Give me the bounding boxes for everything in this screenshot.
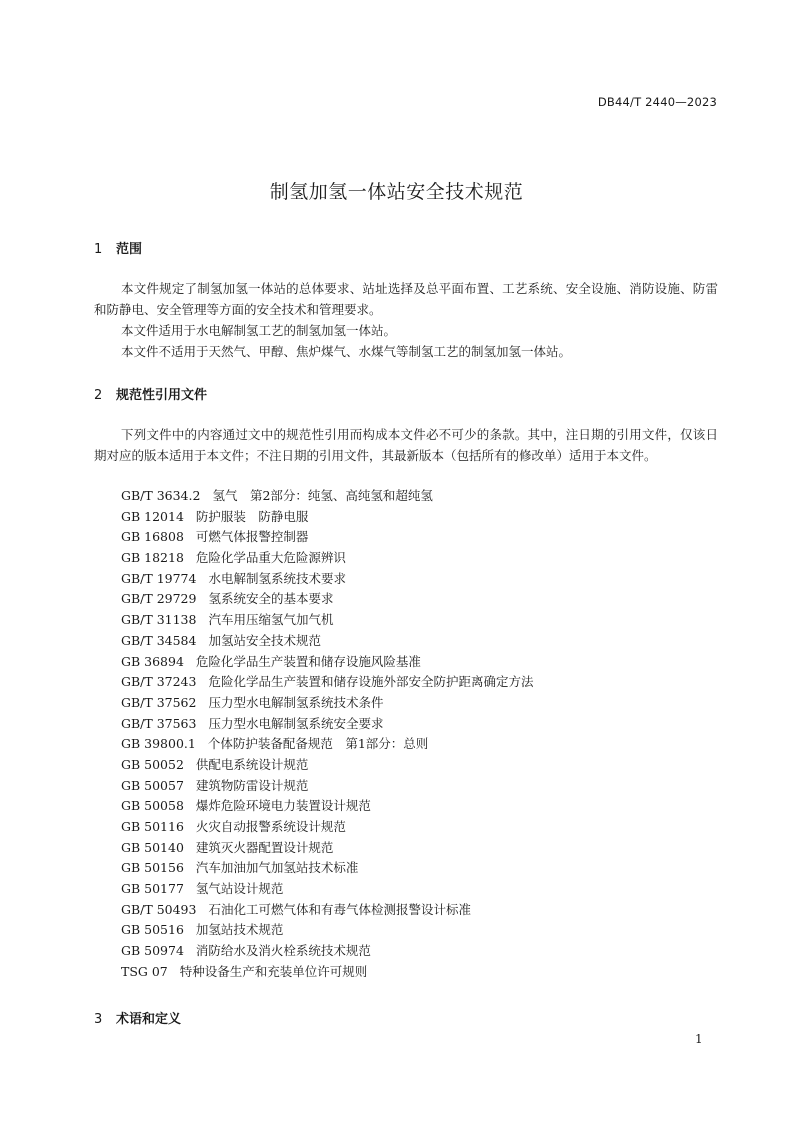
ref-title: 压力型水电解制氢系统安全要求 [208, 715, 384, 731]
ref-title: 爆炸危险环境电力装置设计规范 [195, 798, 371, 814]
list-item [121, 796, 533, 817]
section-number: 1 [94, 242, 103, 257]
ref-title: 加氢站安全技术规范 [208, 632, 321, 648]
standard-code: DB44/T 2440—2023 [597, 95, 717, 109]
ref-code: GB/T 37243 [121, 674, 197, 690]
ref-code: GB 18218 [121, 550, 184, 566]
ref-code: GB 36894 [121, 653, 184, 669]
list-item [121, 920, 533, 941]
list-item [121, 714, 533, 735]
section-title: 规范性引用文件 [116, 388, 208, 403]
list-item [121, 776, 533, 797]
ref-title: 汽车加油加气加氢站技术标准 [195, 860, 359, 876]
list-item [121, 900, 533, 921]
ref-code: GB 50052 [121, 756, 184, 772]
ref-title: 危险化学品重大危险源辨识 [195, 550, 346, 566]
ref-code: GB 50116 [121, 819, 184, 834]
list-item [121, 548, 533, 569]
document-title: 制氢加氢一体站安全技术规范 [269, 180, 524, 203]
ref-title: 危险化学品生产装置和储存设施外部安全防护距离确定方法 [208, 674, 534, 690]
ref-code: GB/T 19774 [121, 570, 197, 586]
ref-code: GB/T 34584 [121, 632, 197, 648]
ref-code: TSG 07 [121, 963, 168, 979]
list-item [121, 838, 533, 859]
ref-code: GB/T 29729 [121, 591, 197, 607]
page-number: 1 [695, 1032, 703, 1046]
ref-title: 加氢站技术规范 [195, 922, 284, 938]
list-item [121, 962, 533, 983]
list-item [121, 652, 533, 673]
ref-code: GB 50058 [121, 798, 184, 814]
ref-code: GB 50057 [121, 777, 184, 793]
section-heading-normative-refs [94, 384, 207, 403]
ref-code: GB 50156 [121, 860, 184, 876]
ref-code: GB 50140 [121, 839, 184, 855]
ref-title: 建筑物防雷设计规范 [195, 777, 309, 793]
ref-title: 建筑灭火器配置设计规范 [195, 839, 334, 855]
ref-title: 水电解制氢系统技术要求 [208, 570, 346, 586]
scope-paragraph-2: 本文件适用于水电解制氢工艺的制氢加氢一体站。 [121, 323, 397, 338]
ref-code: GB 50974 [121, 943, 184, 959]
ref-code: GB/T 3634.2 [121, 488, 201, 503]
ref-title: 危险化学品生产装置和储存设施风险基准 [195, 653, 421, 669]
list-item [121, 507, 533, 528]
ref-title: 火灾自动报警系统设计规范 [195, 819, 346, 834]
ref-code: GB/T 37563 [121, 715, 197, 731]
section-title: 术语和定义 [116, 1012, 182, 1027]
list-item [121, 941, 533, 962]
list-item [121, 693, 533, 714]
ref-title: 压力型水电解制氢系统技术条件 [208, 694, 384, 710]
ref-title: 可燃气体报警控制器 [195, 529, 309, 545]
ref-title: 石油化工可燃气体和有毒气体检测报警设计标准 [208, 901, 471, 917]
scope-paragraph-3: 本文件不适用于天然气、甲醇、焦炉煤气、水煤气等制氢工艺的制氢加氢一体站。 [121, 344, 572, 359]
ref-code: GB/T 31138 [121, 612, 197, 628]
ref-code: GB/T 37562 [121, 694, 197, 710]
ref-code: GB 50516 [121, 922, 184, 938]
section-number: 3 [94, 1012, 103, 1027]
ref-code: GB 16808 [121, 529, 184, 545]
reference-list [121, 486, 533, 983]
refs-intro-paragraph: 下列文件中的内容通过文中的规范性引用而构成本文件必不可少的条款。其中，注日期的引用文件，仅该日期对应的版本适用于本文件；不注日期的引用文件，其最新版本（包括所有的修改单）适用于本文件。 [94, 427, 718, 463]
section-heading-terms [94, 1008, 181, 1027]
list-item [121, 817, 533, 838]
ref-title: 氢系统安全的基本要求 [208, 591, 334, 607]
ref-title: 供配电系统设计规范 [195, 756, 309, 772]
ref-code: GB/T 50493 [121, 901, 197, 917]
ref-title: 特种设备生产和充装单位许可规则 [179, 963, 368, 979]
section-number: 2 [94, 388, 103, 403]
list-item [121, 527, 533, 548]
list-item [121, 589, 533, 610]
list-item [121, 734, 533, 755]
ref-title: 消防给水及消火栓系统技术规范 [195, 943, 371, 959]
ref-title: 氢气 第2部分：纯氢、高纯氢和超纯氢 [212, 488, 433, 503]
ref-title: 汽车用压缩氢气加气机 [208, 612, 334, 628]
ref-code: GB 12014 [121, 508, 184, 524]
ref-title: 个体防护装备配备规范 第1部分：总则 [207, 736, 429, 752]
list-item [121, 672, 533, 693]
list-item [121, 879, 533, 900]
list-item [121, 569, 533, 590]
list-item [121, 755, 533, 776]
section-heading-scope [94, 238, 142, 257]
ref-code: GB 50177 [121, 881, 184, 897]
list-item [121, 858, 533, 879]
ref-code: GB 39800.1 [121, 736, 196, 752]
list-item [121, 610, 533, 631]
ref-title: 氢气站设计规范 [195, 881, 284, 897]
scope-paragraph-1: 本文件规定了制氢加氢一体站的总体要求、站址选择及总平面布置、工艺系统、安全设施、消防设施、防雷和防静电、安全管理等方面的安全技术和管理要求。 [94, 281, 718, 317]
ref-title: 防护服装 防静电服 [195, 508, 309, 524]
section-title: 范围 [116, 242, 143, 257]
list-item [121, 486, 533, 507]
list-item [121, 631, 533, 652]
